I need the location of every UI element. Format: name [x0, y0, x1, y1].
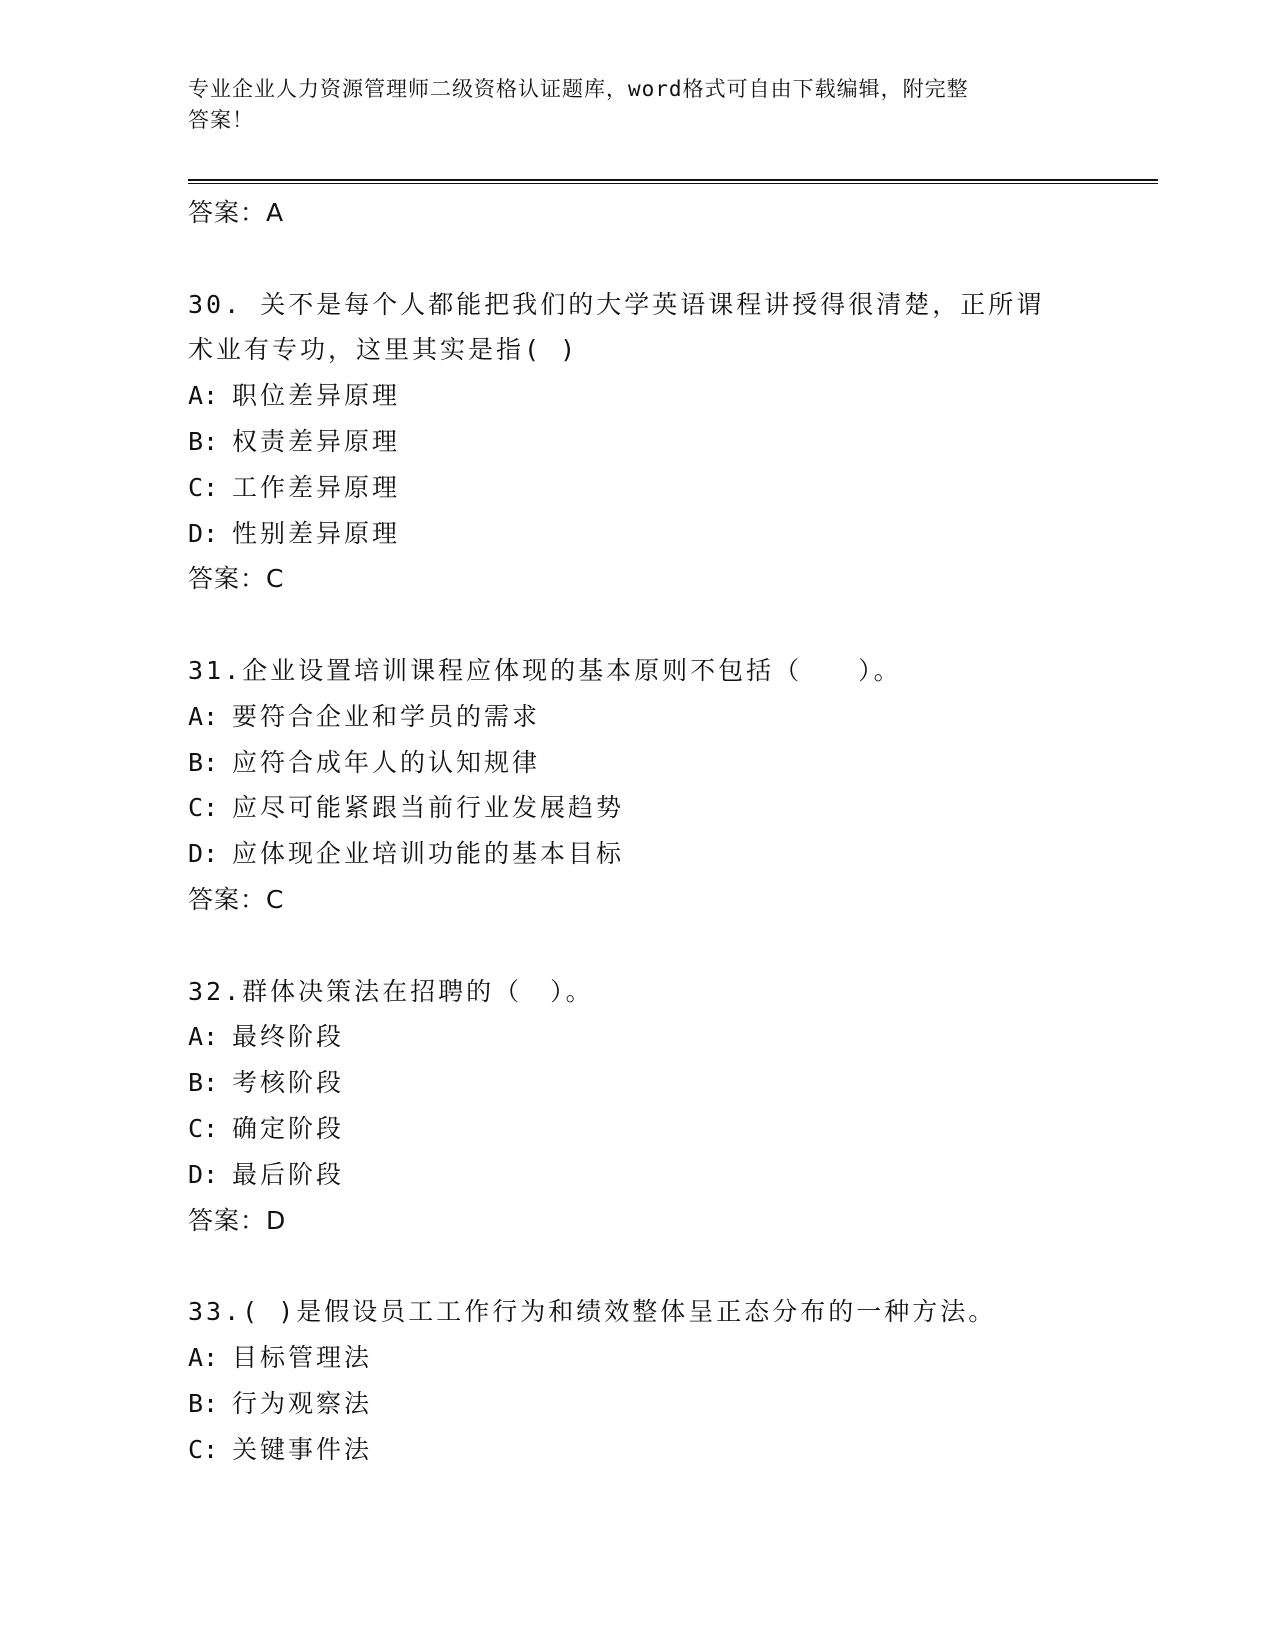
option-c: [188, 785, 1088, 831]
option-text: 要符合企业和学员的需求: [232, 701, 541, 731]
option-text: 考核阶段: [232, 1068, 345, 1098]
option-text: 职位差异原理: [232, 381, 401, 411]
option-letter: D:: [188, 518, 219, 548]
option-c: [188, 1427, 1088, 1473]
question-stem: 31.企业设置培训课程应体现的基本原则不包括（ ）。: [188, 655, 902, 685]
header-divider: [188, 179, 1158, 184]
spacer: [188, 602, 1088, 648]
option-d: [188, 511, 1088, 557]
question-stem: 33.( )是假设员工工作行为和绩效整体呈正态分布的一种方法。: [188, 1297, 997, 1327]
option-a: [188, 373, 1088, 419]
option-letter: B:: [188, 1068, 219, 1098]
spacer: [188, 1243, 1088, 1289]
question-stem: 32.群体决策法在招聘的（ ）。: [188, 976, 594, 1006]
option-b: [188, 740, 1088, 786]
option-letter: B:: [188, 1388, 219, 1418]
option-b: [188, 419, 1088, 465]
option-letter: A:: [188, 1342, 219, 1372]
question-item: [188, 969, 1088, 1244]
header-line-1: 专业企业人力资源管理师二级资格认证题库，word格式可自由下载编辑，附完整: [188, 77, 969, 101]
option-letter: C:: [188, 472, 219, 502]
option-letter: A:: [188, 1022, 219, 1052]
option-c: [188, 465, 1088, 511]
option-text: 性别差异原理: [232, 518, 401, 548]
option-letter: D:: [188, 1159, 219, 1189]
page-header: [188, 74, 1088, 136]
question-item: [188, 1289, 1088, 1472]
option-b: [188, 1060, 1088, 1106]
header-line-2: 答案！: [188, 108, 254, 132]
option-text: 工作差异原理: [232, 472, 401, 502]
question-item: [188, 648, 1088, 923]
option-text: 最后阶段: [232, 1159, 345, 1189]
option-text: 应符合成年人的认知规律: [232, 747, 541, 777]
option-text: 目标管理法: [232, 1342, 373, 1372]
option-text: 权责差异原理: [232, 426, 401, 456]
option-text: 确定阶段: [232, 1113, 345, 1143]
question-stem: 30. 关不是每个人都能把我们的大学英语课程讲授得很清楚，正所谓: [188, 289, 1045, 319]
answer-line: 答案：D: [188, 1205, 287, 1235]
answer-line: 答案：C: [188, 564, 285, 594]
question-list: [188, 190, 1088, 1472]
option-text: 应体现企业培训功能的基本目标: [232, 839, 625, 869]
option-letter: C:: [188, 793, 219, 823]
option-text: 应尽可能紧跟当前行业发展趋势: [232, 793, 625, 823]
option-a: [188, 1014, 1088, 1060]
option-letter: D:: [188, 839, 219, 869]
option-letter: C:: [188, 1113, 219, 1143]
option-letter: B:: [188, 426, 219, 456]
option-a: [188, 1335, 1088, 1381]
option-letter: A:: [188, 701, 219, 731]
answer-line: 答案：C: [188, 884, 285, 914]
option-text: 最终阶段: [232, 1022, 345, 1052]
question-stem: 术业有专功，这里其实是指( ): [188, 335, 579, 365]
option-d: [188, 831, 1088, 877]
option-d: [188, 1152, 1088, 1198]
option-letter: B:: [188, 747, 219, 777]
question-item: [188, 282, 1088, 603]
option-b: [188, 1381, 1088, 1427]
option-c: [188, 1106, 1088, 1152]
option-a: [188, 694, 1088, 740]
option-text: 关键事件法: [232, 1434, 373, 1464]
option-text: 行为观察法: [232, 1388, 373, 1418]
option-letter: C:: [188, 1434, 219, 1464]
option-letter: A:: [188, 381, 219, 411]
spacer: [188, 236, 1088, 282]
answer-line: 答案：A: [188, 198, 285, 227]
spacer: [188, 923, 1088, 969]
